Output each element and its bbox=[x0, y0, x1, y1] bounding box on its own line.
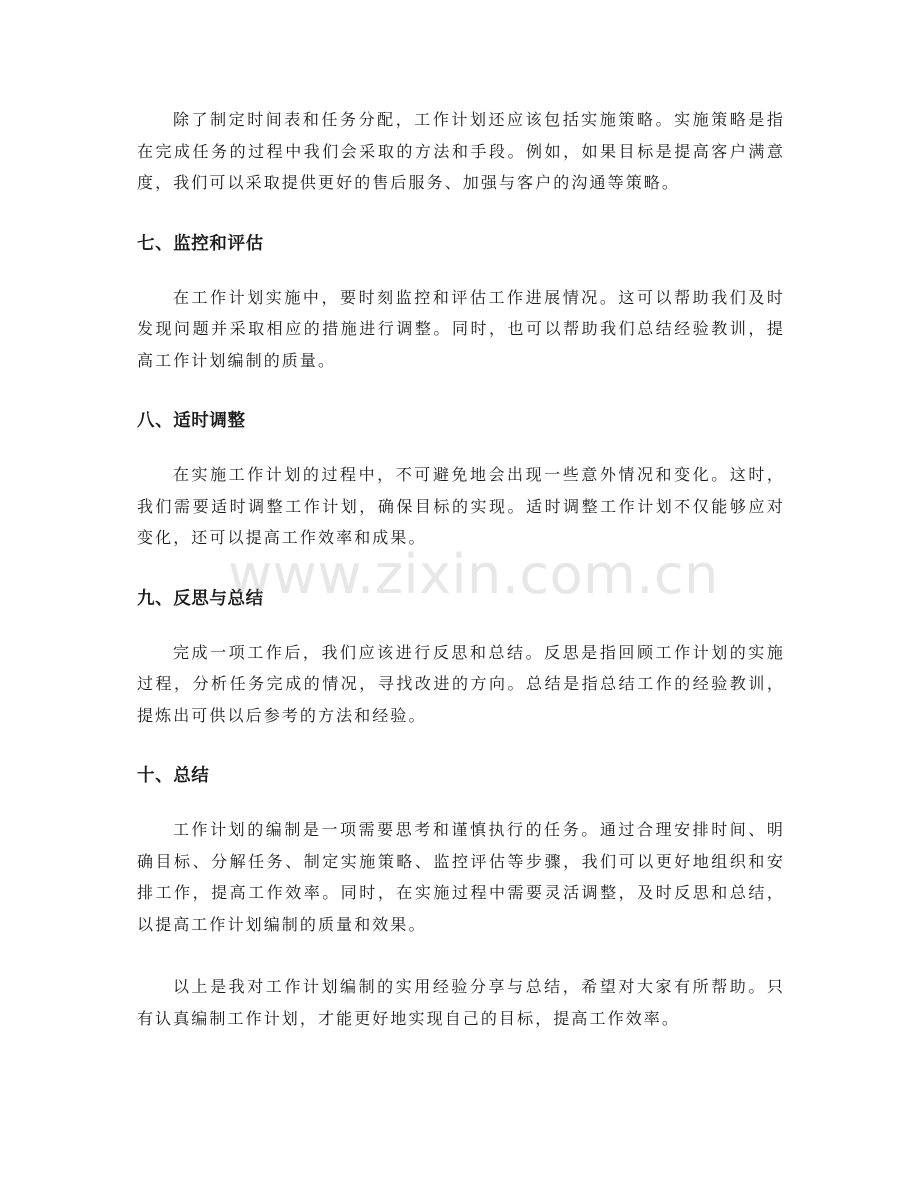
section-7-paragraph: 在工作计划实施中，要时刻监控和评估工作进展情况。这可以帮助我们及时发现问题并采取相应的措施进行调整。同时，也可以帮助我们总结经验教训，提高工作计划编制的质量。 bbox=[137, 287, 785, 370]
section-9-heading: 九、反思与总结 bbox=[137, 588, 264, 609]
section-8-paragraph: 在实施工作计划的过程中，不可避免地会出现一些意外情况和变化。这时，我们需要适时调整工作计划，确保目标的实现。适时调整工作计划不仅能够应对变化，还可以提高工作效率和成果。 bbox=[137, 465, 785, 547]
section-7-heading: 七、监控和评估 bbox=[137, 233, 264, 254]
intro-paragraph: 除了制定时间表和任务分配，工作计划还应该包括实施策略。实施策略是指在完成任务的过程中我们会采取的方法和手段。例如，如果目标是提高客户满意度，我们可以采取提供更好的售后服务、加强与客户的沟通等策略。 bbox=[137, 110, 785, 192]
section-10-heading: 十、总结 bbox=[137, 766, 210, 786]
section-8-heading: 八、适时调整 bbox=[137, 411, 246, 431]
section-10-paragraph: 工作计划的编制是一项需要思考和谨慎执行的任务。通过合理安排时间、明确目标、分解任务、制定实施策略、监控评估等步骤，我们可以更好地组织和安排工作，提高工作效率。同时，在实施过程中需要灵活调整，及时反思和总结，以提高工作计划编制的质量和效果。 bbox=[137, 820, 785, 934]
closing-paragraph: 以上是我对工作计划编制的实用经验分享与总结，希望对大家有所帮助。只有认真编制工作计划，才能更好地实现自己的目标，提高工作效率。 bbox=[137, 977, 785, 1028]
watermark: www.zixin.com.cn bbox=[228, 543, 719, 606]
document-body bbox=[137, 104, 785, 1034]
section-9-paragraph: 完成一项工作后，我们应该进行反思和总结。反思是指回顾工作计划的实施过程，分析任务完成的情况，寻找改进的方向。总结是指总结工作的经验教训，提炼出可供以后参考的方法和经验。 bbox=[137, 642, 785, 725]
